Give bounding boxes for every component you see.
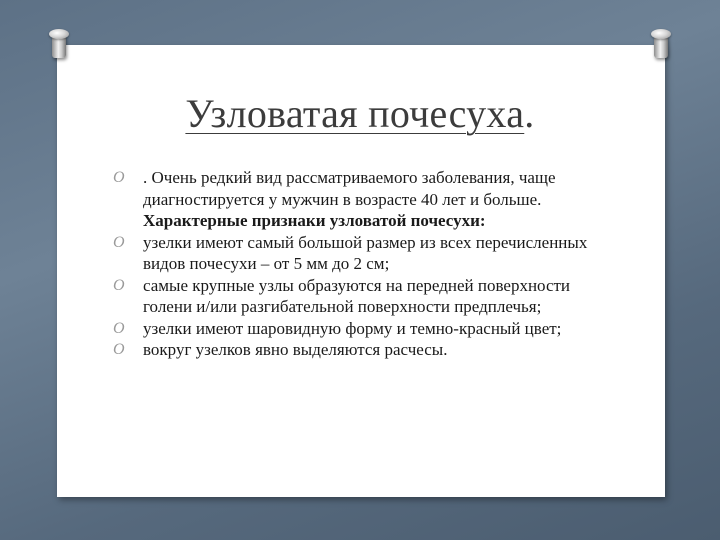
list-item (113, 318, 593, 340)
list-item-text: самые крупные узлы образуются на передней поверхности голени и/или разгибательной поверхности предплечья; (143, 275, 571, 316)
bullet-icon: O (113, 319, 125, 337)
list-item (113, 167, 593, 232)
bullet-icon: O (113, 169, 125, 186)
list-item-text: узелки имеют шаровидную форму и темно-красный цвет; (143, 318, 562, 338)
bullet-list (113, 167, 593, 361)
pushpin-icon (52, 34, 66, 58)
bullet-icon: O (113, 276, 125, 294)
slide-title-period: . (524, 91, 535, 136)
pushpin-icon (654, 34, 668, 58)
list-item (113, 232, 593, 275)
slide-title-text: Узловатая почесуха (185, 91, 525, 136)
bullet-icon: O (113, 341, 125, 358)
list-item (113, 339, 593, 361)
list-item-text: вокруг узелков явно выделяются расчесы. (143, 340, 448, 359)
list-item-text: . Очень редкий вид рассматриваемого заболевания, чаще диагностируется у мужчин в возрасте 40 лет и больше. (143, 168, 556, 209)
list-item-text: узелки имеют самый большой размер из всех перечисленных видов почесухи – от 5 мм до 2 см; (143, 232, 588, 273)
bullet-icon: O (113, 233, 125, 251)
list-item-bold-text: Характерные признаки узловатой почесухи: (143, 211, 486, 230)
slide-title (0, 90, 720, 137)
list-item (113, 275, 593, 318)
